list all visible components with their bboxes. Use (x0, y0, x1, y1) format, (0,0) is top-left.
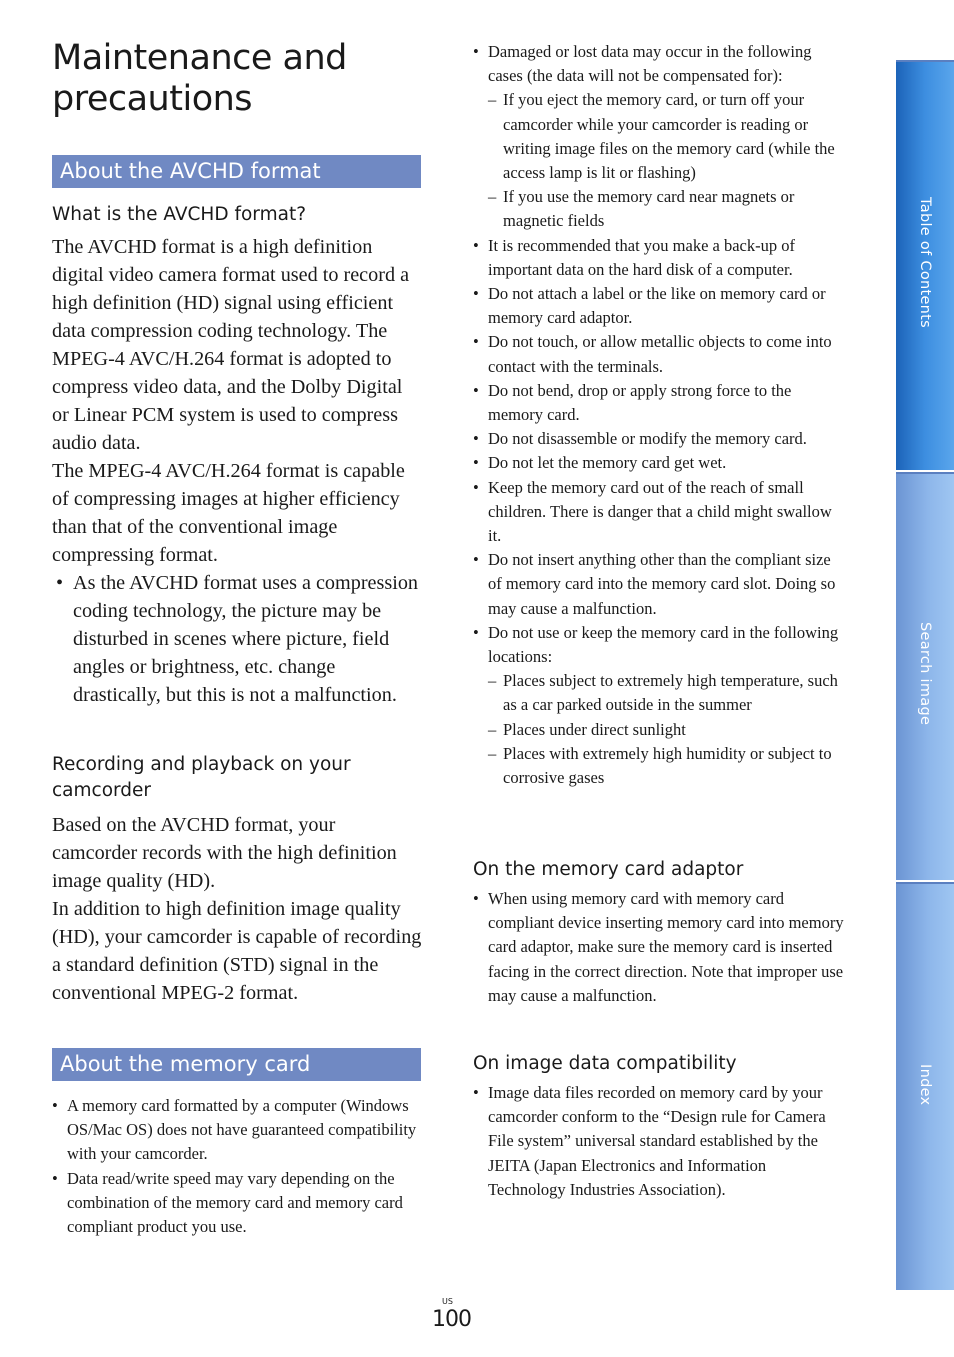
list-item: • Do not use or keep the memory card in the following locations: (473, 621, 845, 669)
memory-card-list-left (52, 1094, 422, 1239)
list-item: • It is recommended that you make a back-up of important data on the hard disk of a computer. (473, 234, 845, 282)
list-item: • A memory card formatted by a computer (Windows OS/Mac OS) does not have guaranteed compatibility with your camcorder. (52, 1094, 422, 1167)
tab-index[interactable] (896, 882, 954, 1290)
list-item: • Damaged or lost data may occur in the following cases (the data will not be compensated for): (473, 40, 845, 88)
list-item: • Do not attach a label or the like on memory card or memory card adaptor. (473, 282, 845, 330)
tab-label: Search image (917, 622, 933, 726)
list-item: • Image data files recorded on memory card by your camcorder conform to the “Design rule for Camera File system” universal standard established by the JEITA (Japan Electronics and Information Technology Industries Association). (473, 1081, 828, 1202)
subheading-recording-playback: Recording and playback on your camcorder (52, 754, 351, 801)
subheading-what-is-avchd: What is the AVCHD format? (52, 204, 307, 225)
list-item: • Do not insert anything other than the compliant size of memory card into the memory card slot. Doing so may cause a malfunction. (473, 548, 845, 621)
list-item: • Do not let the memory card get wet. (473, 451, 845, 475)
memory-card-list-right (473, 40, 845, 790)
page-title: Maintenance and precautions (52, 38, 347, 119)
list-item: • Do not touch, or allow metallic objects to come into contact with the terminals. (473, 330, 845, 378)
subheading-memory-card-adaptor: On the memory card adaptor (473, 859, 744, 880)
tab-label: Index (917, 1064, 933, 1106)
list-item: • When using memory card with memory card compliant device inserting memory card into memory card adaptor, make sure the memory card is inserted facing in the correct direction. Note that improper use may cause a malfunction. (473, 887, 845, 1008)
compatibility-list (473, 1081, 828, 1202)
list-subitem: – Places under direct sunlight (473, 718, 845, 742)
list-item: • Keep the memory card out of the reach of small children. There is danger that a child might swallow it. (473, 476, 845, 549)
list-subitem: – Places with extremely high humidity or subject to corrosive gases (473, 742, 845, 790)
list-subitem: – If you eject the memory card, or turn off your camcorder while your camcorder is reading or writing image files on the memory card (while the access lamp is lit or flashing) (473, 88, 845, 185)
paragraph: The AVCHD format is a high definition digital video camera format used to record a high definition (HD) signal using efficient data compression coding technology. The MPEG-4 AVC/H.264 format is adopted to compress video data, and the Dolby Digital or Linear PCM system is used to compress audio data. (52, 236, 410, 454)
tab-label: Table of Contents (917, 197, 933, 329)
adaptor-list (473, 887, 845, 1008)
page-number: 100 (432, 1307, 471, 1332)
section-heading-memory-card: About the memory card (52, 1048, 421, 1081)
bullet-item: • As the AVCHD format uses a compression coding technology, the picture may be disturbed in scenes where picture, field angles or brightness, etc. change drastically, but this is not a malfunction. (52, 569, 424, 709)
paragraph: Based on the AVCHD format, your camcorder records with the high definition image quality (HD). (52, 814, 397, 892)
avchd-description (52, 233, 424, 709)
page-region-label: US (442, 1297, 453, 1306)
list-item: • Do not disassemble or modify the memory card. (473, 427, 845, 451)
paragraph: In addition to high definition image quality (HD), your camcorder is capable of recording a standard definition (STD) signal in the conventional MPEG-2 format. (52, 898, 422, 1004)
list-item: • Data read/write speed may vary depending on the combination of the memory card and memory card compliant product you use. (52, 1167, 422, 1240)
section-heading-avchd: About the AVCHD format (52, 155, 421, 188)
recording-description (52, 811, 424, 1007)
paragraph: The MPEG-4 AVC/H.264 format is capable of compressing images at higher efficiency than that of the conventional image compressing format. (52, 460, 405, 566)
tab-search-image[interactable] (896, 472, 954, 880)
list-subitem: – If you use the memory card near magnets or magnetic fields (473, 185, 845, 233)
subheading-image-data-compatibility: On image data compatibility (473, 1053, 737, 1074)
list-subitem: – Places subject to extremely high temperature, such as a car parked outside in the summer (473, 669, 845, 717)
tab-table-of-contents[interactable] (896, 60, 954, 470)
list-item: • Do not bend, drop or apply strong force to the memory card. (473, 379, 845, 427)
